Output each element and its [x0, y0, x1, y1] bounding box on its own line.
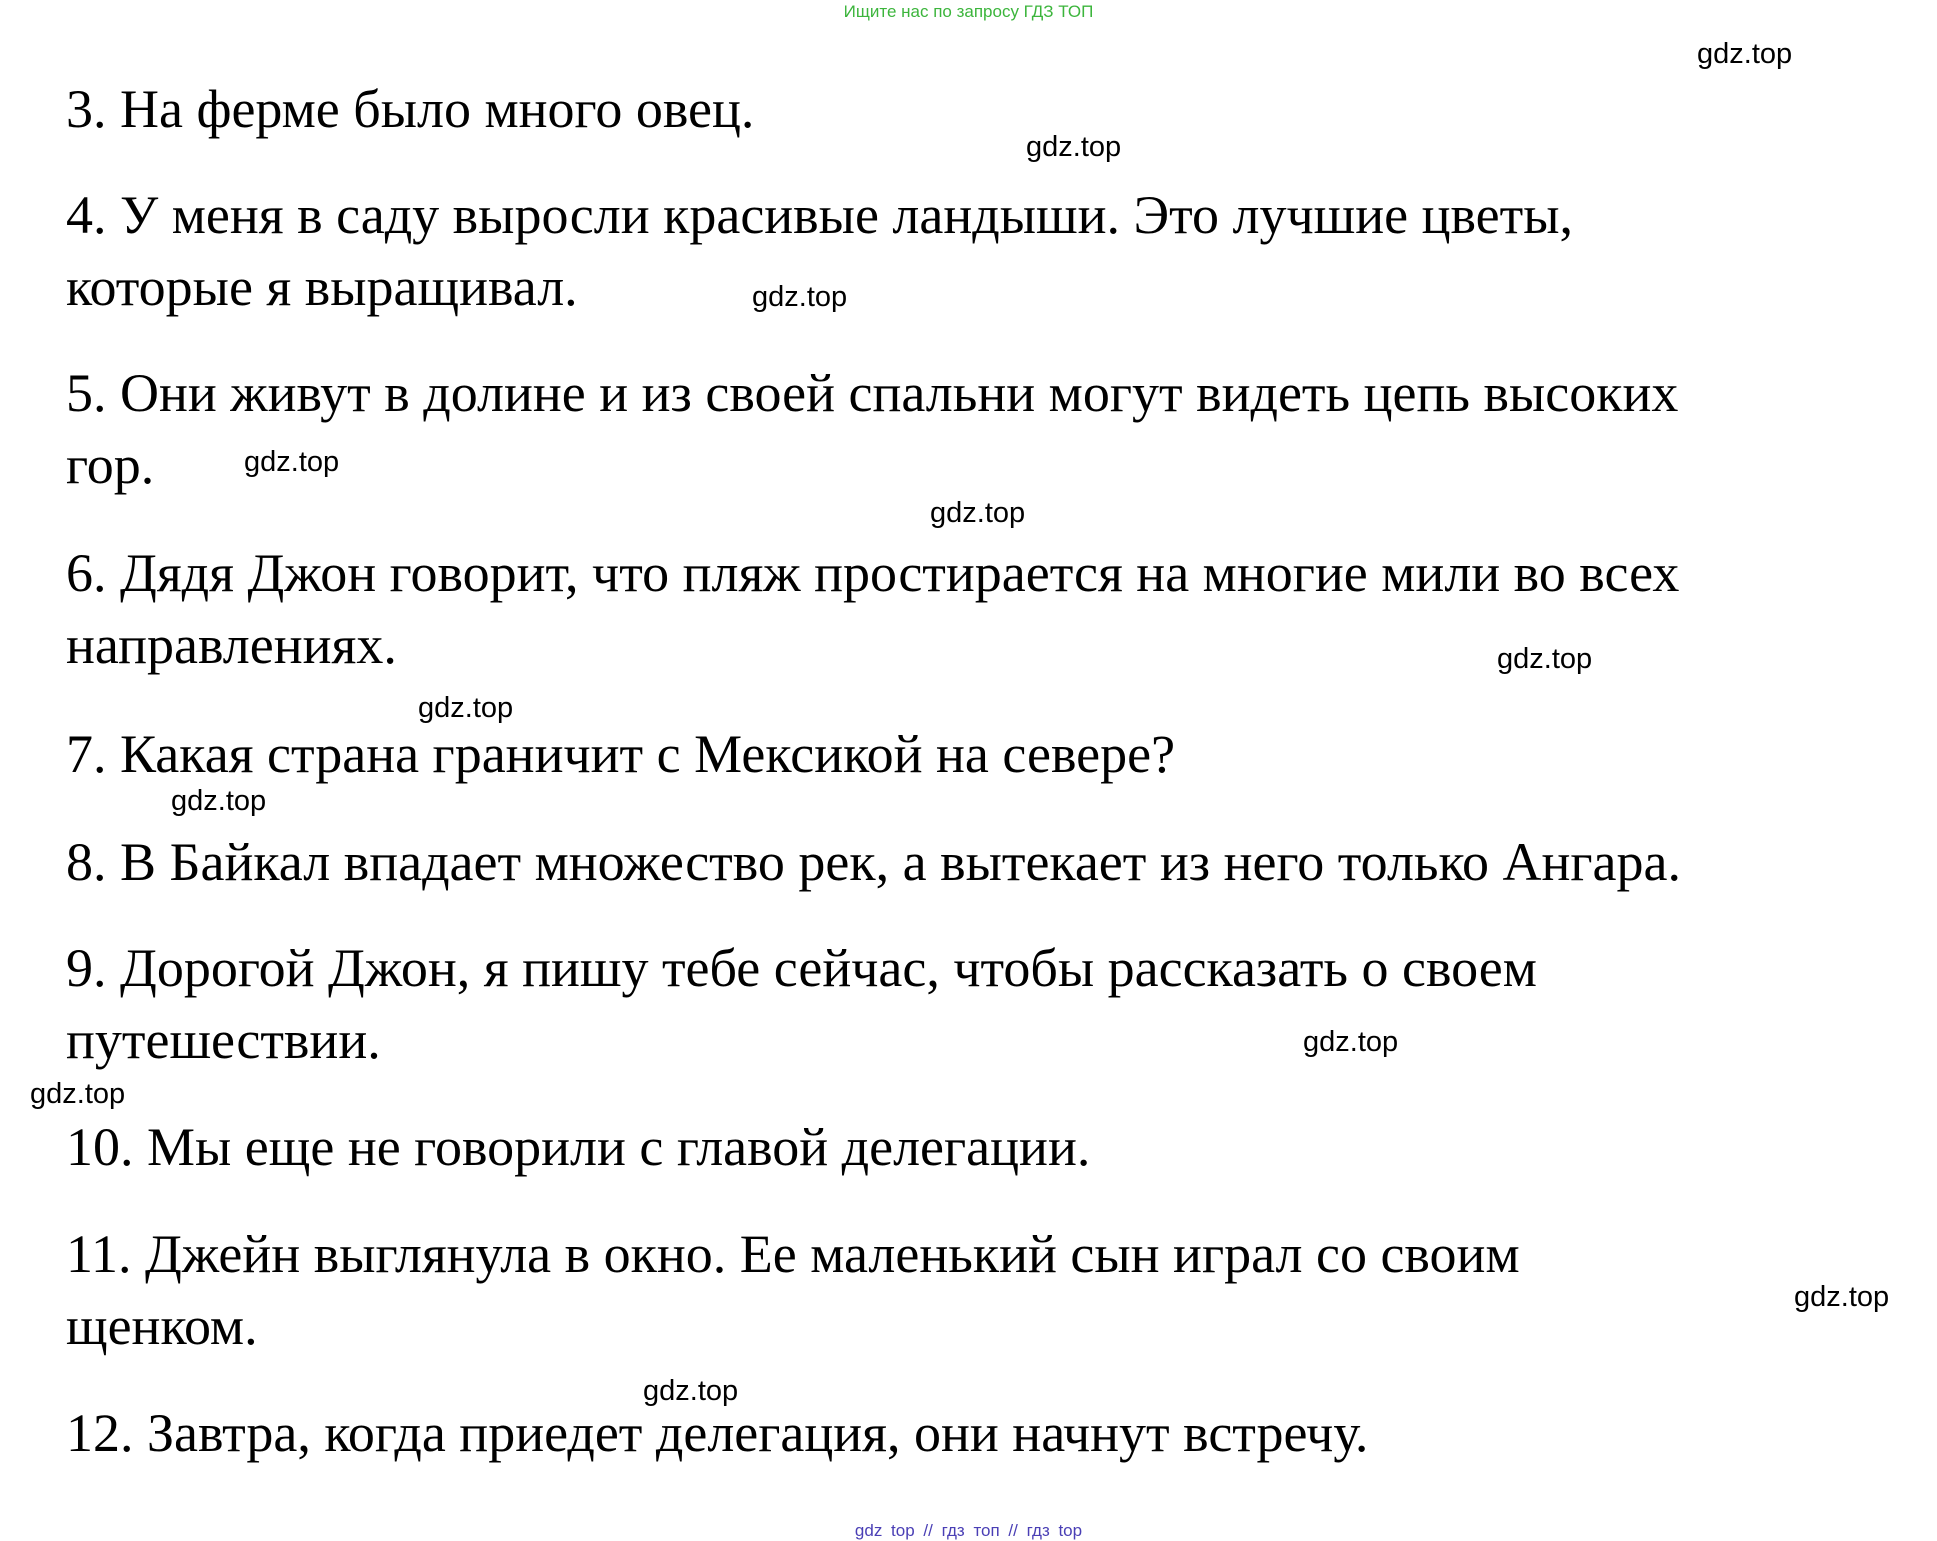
watermark: gdz.top [1497, 643, 1593, 675]
sentence-line: 5. Они живут в долине и из своей спальни могут видеть цепь высоких [66, 363, 1679, 423]
sentence-6 [66, 537, 1679, 681]
watermark: gdz.top [1697, 38, 1793, 70]
sentence-5 [66, 357, 1678, 501]
search-hint-banner: Ищите нас по запросу ГДЗ ТОП [843, 2, 1094, 21]
sentence-line: направлениях. [66, 615, 397, 675]
sentence-11 [66, 1218, 1520, 1362]
watermark: gdz.top [930, 497, 1026, 529]
sentence-line: 9. Дорогой Джон, я пишу тебе сейчас, чтобы рассказать о своем [66, 938, 1537, 998]
watermark: gdz.top [30, 1078, 126, 1110]
watermark: gdz.top [244, 446, 340, 478]
sentence-line: 11. Джейн выглянула в окно. Ее маленький сын играл со своим [66, 1224, 1520, 1284]
sentence-3 [66, 73, 754, 145]
sentence-8 [66, 826, 1681, 898]
sentence-line: щенком. [66, 1296, 258, 1356]
footer-watermark: gdz top // гдз топ // гдз top [854, 1521, 1083, 1540]
sentence-line: 8. В Байкал впадает множество рек, а вытекает из него только Ангара. [66, 832, 1681, 892]
sentence-line: которые я выращивал. [66, 257, 578, 317]
sentence-line: 3. На ферме было много овец. [66, 79, 755, 139]
sentence-line: путешествии. [66, 1010, 381, 1070]
watermark: gdz.top [418, 692, 514, 724]
sentence-line: 4. У меня в саду выросли красивые ландыши. Это лучшие цветы, [66, 185, 1573, 245]
watermark: gdz.top [1303, 1026, 1399, 1058]
sentence-line: 12. Завтра, когда приедет делегация, они начнут встречу. [66, 1403, 1369, 1463]
sentence-line: 6. Дядя Джон говорит, что пляж простирается на многие мили во всех [66, 543, 1680, 603]
sentence-line: 7. Какая страна граничит с Мексикой на севере? [66, 724, 1176, 784]
watermark: gdz.top [1794, 1281, 1890, 1313]
sentence-7 [66, 718, 1175, 790]
sentence-line: 10. Мы еще не говорили с главой делегации. [66, 1117, 1091, 1177]
sentence-line: гор. [66, 435, 155, 495]
watermark: gdz.top [643, 1375, 739, 1407]
watermark: gdz.top [1026, 131, 1122, 163]
watermark: gdz.top [171, 785, 267, 817]
watermark: gdz.top [752, 281, 848, 313]
sentence-10 [66, 1111, 1090, 1183]
